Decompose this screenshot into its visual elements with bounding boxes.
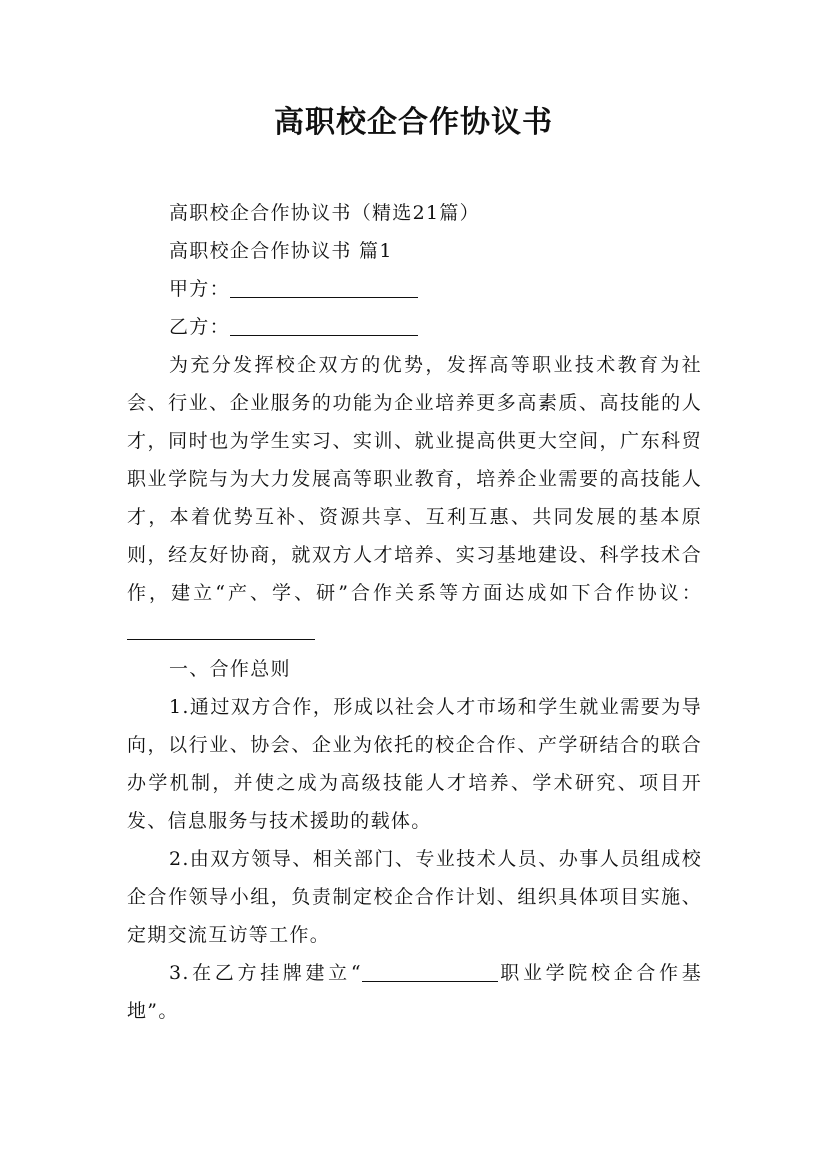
party-b-label: 乙方： xyxy=(169,316,230,338)
clause-2: 2.由双方领导、相关部门、专业技术人员、办事人员组成校企合作领导小组，负责制定校企合作计划、组织具体项目实施、定期交流互访等工作。 xyxy=(127,848,702,946)
document-body xyxy=(127,194,702,1030)
clause-3-after: 职业学院校企合作基地”。 xyxy=(127,962,703,1022)
school-name-blank xyxy=(362,959,498,982)
chapter-one-heading: 一、合作总则 xyxy=(169,658,291,680)
intro-paragraph xyxy=(127,346,702,650)
clause-3 xyxy=(127,954,702,1030)
clause-3-before: 3.在乙方挂牌建立“ xyxy=(169,962,362,984)
party-b-blank xyxy=(230,313,418,336)
party-a-blank xyxy=(230,275,418,298)
party-b-line xyxy=(127,308,702,346)
agreement-blank xyxy=(127,617,315,640)
section-heading: 高职校企合作协议书 篇1 xyxy=(169,240,393,262)
party-a-line xyxy=(127,270,702,308)
document-subtitle: 高职校企合作协议书（精选21篇） xyxy=(169,202,480,224)
clause-1: 1.通过双方合作，形成以社会人才市场和学生就业需要为导向，以行业、协会、企业为依托的校企合作、产学研结合的联合办学机制，并使之成为高级技能人才培养、学术研究、项目开发、信息服务与技术援助的载体。 xyxy=(127,696,702,832)
intro-paragraph-text: 为充分发挥校企双方的优势，发挥高等职业技术教育为社会、行业、企业服务的功能为企业培养更多高素质、高技能的人才，同时也为学生实习、实训、就业提高供更大空间，广东科贸职业学院与为大力发展高等职业教育，培养企业需要的高技能人才，本着优势互补、资源共享、互利互惠、共同发展的基本原则，经友好协商，就双方人才培养、实习基地建设、科学技术合作，建立“产、学、研”合作关系等方面达成如下合作协议： xyxy=(127,354,702,604)
party-a-label: 甲方： xyxy=(169,278,230,300)
document-title: 高职校企合作协议书 xyxy=(274,105,553,140)
